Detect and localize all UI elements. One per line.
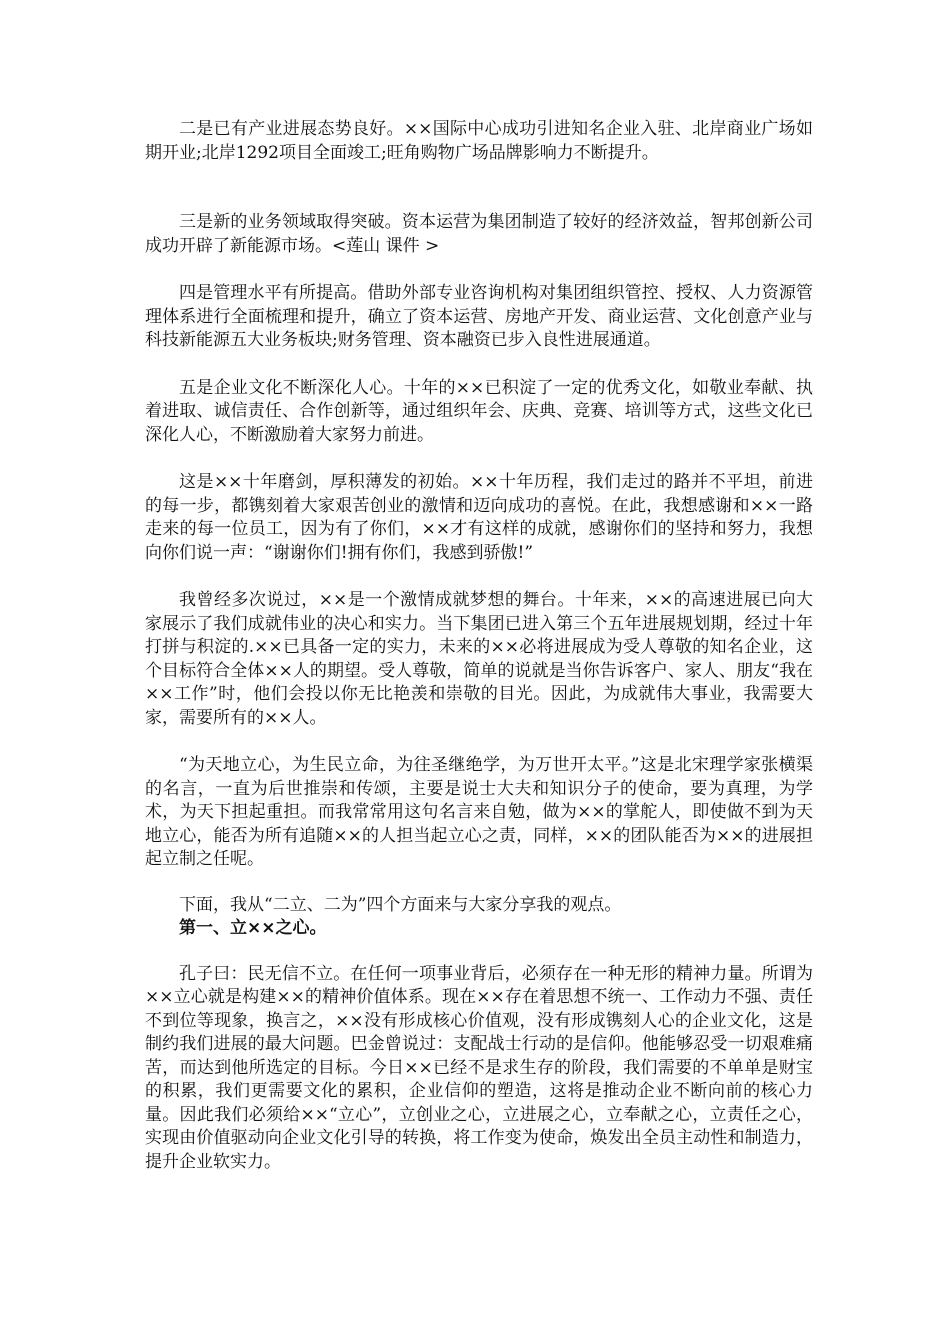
paragraph-ten-years: 这是××十年磨剑，厚积薄发的初始。××十年历程，我们走过的路并不平坦，前进的每一步，都镌刻着大家艰苦创业的激情和迈向成功的喜悦。在此，我想感谢和××一路走来的每一位员工，因为有了你们，××才有这样的成就，感谢你们的坚持和努力，我想向你们说一声：“谢谢你们!拥有你们，我感到骄傲!” (145, 472, 813, 563)
document-body (145, 118, 813, 1174)
paragraph-industry-progress: 二是已有产业进展态势良好。××国际中心成功引进知名企业入驻、北岸商业广场如期开业;北岸1292项目全面竣工;旺角购物广场品牌影响力不断提升。 (145, 119, 813, 163)
section-heading: 第一、立××之心。 (179, 918, 327, 938)
paragraph-management: 四是管理水平有所提高。借助外部专业咨询机构对集团组织管控、授权、人力资源管理体系进行全面梳理和提升，确立了资本运营、房地产开发、商业运营、文化创意产业与科技新能源五大业务板块;财务管理、资本融资已步入良性进展通道。 (145, 283, 813, 350)
paragraph-confucius: 孔子曰：民无信不立。在任何一项事业背后，必须存在一种无形的精神力量。所谓为××立心就是构建××的精神价值体系。现在××存在着思想不统一、工作动力不强、责任不到位等现象，换言之，××没有形成核心价值观，没有形成镌刻人心的企业文化，这是制约我们进展的最大问题。巴金曾说过：支配战士行动的是信仰。他能够忍受一切艰难痛苦，而达到他所选定的目标。今日××已经不是求生存的阶段，我们需要的不单单是财宝的积累，我们更需要文化的累积，企业信仰的塑造，这将是推动企业不断向前的核心力量。因此我们必须给××“立心”，立创业之心，立进展之心，立奉献之心，立责任之心，实现由价值驱动向企业文化引导的转换，将工作变为使命，焕发出全员主动性和制造力，提升企业软实力。 (145, 963, 813, 1172)
paragraph-intro: 下面，我从“二立、二为”四个方面来与大家分享我的观点。 (179, 894, 622, 915)
paragraph-quote: “为天地立心，为生民立命，为往圣继绝学，为万世开太平。”这是北宋理学家张横渠的名言，一直为后世推崇和传颂，主要是说士大夫和知识分子的使命，要为真理，为学术，为天下担起重担。而我常常用这句名言来自勉，做为××的掌舵人，即使做不到为天地立心，能否为所有追随××的人担当起立心之责，同样，××的团队能否为××的进展担起立制之任呢。 (145, 755, 813, 869)
paragraph-culture: 五是企业文化不断深化人心。十年的××已积淀了一定的优秀文化，如敬业奉献、执着进取、诚信责任、合作创新等，通过组织年会、庆典、竞赛、培训等方式，这些文化已深化人心，不断激励着大家努力前进。 (145, 377, 813, 445)
paragraph-stage: 我曾经多次说过，××是一个激情成就梦想的舞台。十年来，××的高速进展已向大家展示了我们成就伟业的决心和实力。当下集团已进入第三个五年进展规划期，经过十年打拼与积淀的.××已具备一定的实力，未来的××必将进展成为受人尊敬的知名企业，这个目标符合全体××人的期望。受人尊敬，简单的说就是当你告诉客户、家人、朋友“我在××工作”时，他们会投以你无比艳羡和崇敬的目光。因此，为成就伟大事业，我需要大家，需要所有的××人。 (145, 590, 813, 728)
paragraph-new-business: 三是新的业务领域取得突破。资本运营为集团制造了较好的经济效益，智邦创新公司成功开辟了新能源市场。<莲山 课件 > (145, 212, 813, 256)
